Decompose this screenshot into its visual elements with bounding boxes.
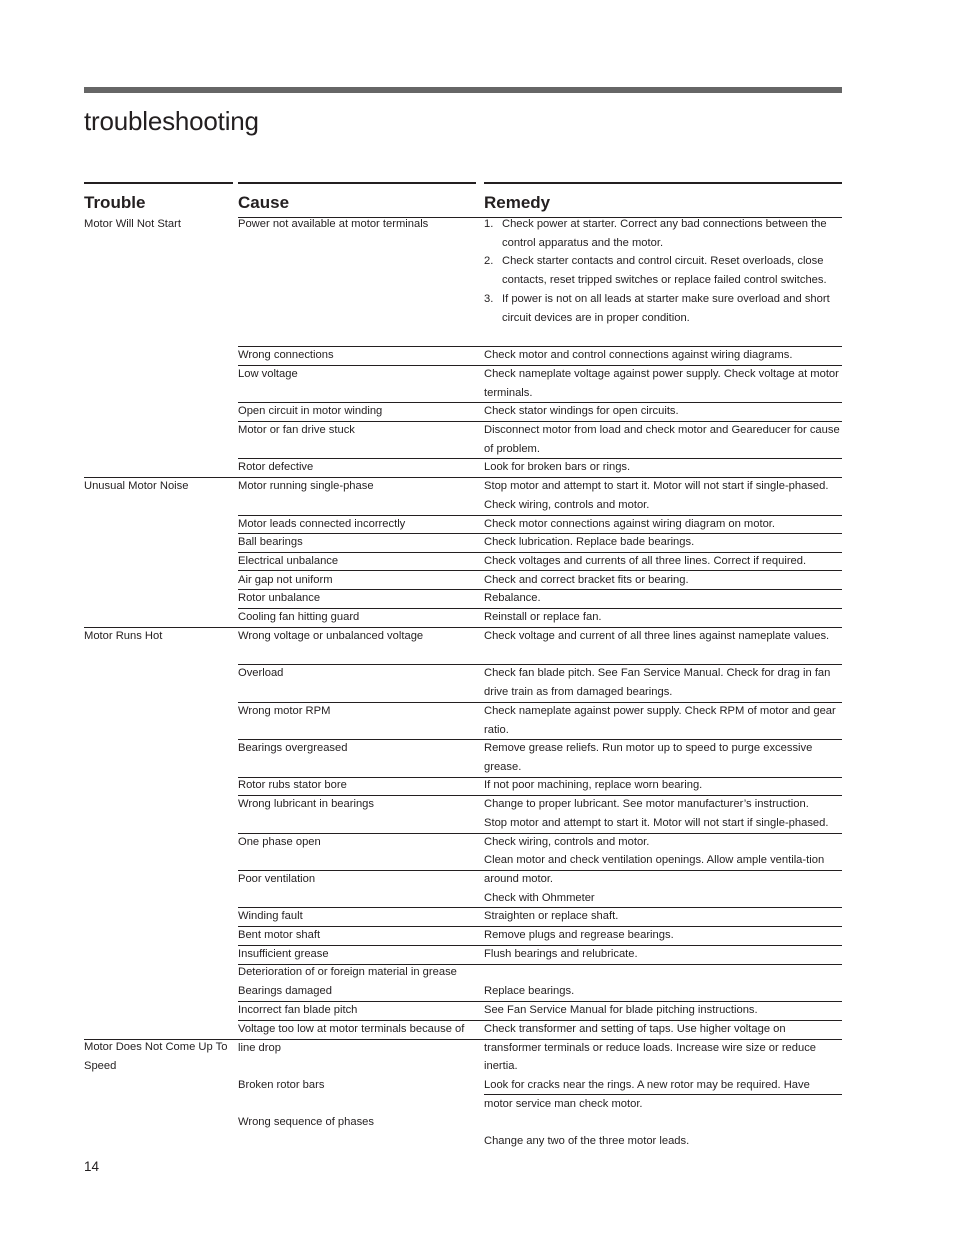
remedy-numbered-list: [484, 215, 840, 327]
remedy-cell: See Fan Service Manual for blade pitching instructions.: [484, 1004, 758, 1016]
cause-cell: Rotor defective: [238, 461, 314, 473]
page-title: troubleshooting: [84, 106, 259, 136]
cause-cell: Bearings overgreased: [238, 742, 348, 754]
remedy-cell: Check motor and control connections against wiring diagrams.: [484, 349, 793, 361]
cause-cell: Motor leads connected incorrectly: [238, 518, 406, 530]
top-rule: [84, 87, 842, 93]
remedy-cell: Check lubrication. Replace bade bearings.: [484, 536, 695, 548]
remedy-cell: Change any two of the three motor leads.: [484, 1135, 690, 1147]
cause-cell: Open circuit in motor winding: [238, 405, 383, 417]
cause-cell: Rotor unbalance: [238, 592, 321, 604]
remedy-cell: Check motor connections against wiring diagram on motor.: [484, 518, 776, 530]
cause-cell: Insufficient grease: [238, 948, 329, 960]
header-rule-trouble: [84, 182, 233, 184]
trouble-cell: Motor Runs Hot: [84, 630, 163, 642]
list-number: 1.: [484, 218, 494, 230]
cause-cell: Wrong voltage or unbalanced voltage: [238, 630, 424, 642]
remedy-cell: Check voltages and currents of all three lines. Correct if required.: [484, 555, 807, 567]
remedy-cell: Stop motor and attempt to start it. Motor will not start if single-phased. Check wiring, controls and motor.: [484, 480, 829, 511]
remedy-cell: Replace bearings.: [484, 985, 575, 997]
cause-cell: Wrong motor RPM: [238, 705, 331, 717]
remedy-cell: Change to proper lubricant. See motor manufacturer’s instruction.: [484, 798, 809, 810]
trouble-cell: Motor Will Not Start: [84, 218, 181, 230]
cause-cell: Winding fault: [238, 910, 303, 922]
cause-cell: Low voltage: [238, 368, 298, 380]
list-item-text: If power is not on all leads at starter make sure overload and short circuit devices are in proper condition.: [502, 292, 830, 324]
header-rule-remedy: [484, 182, 842, 184]
remedy-cell: Flush bearings and relubricate.: [484, 948, 638, 960]
list-number: 2.: [484, 255, 494, 268]
remedy-cell: Reinstall or replace fan.: [484, 611, 602, 623]
cause-cell: Wrong lubricant in bearings: [238, 798, 374, 810]
cause-column-header: Cause: [238, 193, 290, 212]
cause-cell: Wrong connections: [238, 349, 334, 361]
remedy-cell: Rebalance.: [484, 592, 541, 604]
cause-cell: Overload: [238, 667, 284, 679]
cause-cell: Voltage too low at motor terminals because of line drop: [238, 1023, 465, 1054]
remedy-cell: Straighten or replace shaft.: [484, 910, 619, 922]
remedy-cell: Check transformer and setting of taps. Use higher voltage on transformer terminals or reduce loads. Increase wire size or reduce inertia.: [484, 1023, 817, 1073]
cause-cell: Rotor rubs stator bore: [238, 779, 347, 791]
cause-cell: Wrong sequence of phases: [238, 1116, 374, 1128]
cause-cell: Incorrect fan blade pitch: [238, 1004, 358, 1016]
cause-cell: Electrical unbalance: [238, 555, 339, 567]
list-number: 3.: [484, 292, 494, 305]
remedy-cell: Check nameplate against power supply. Check RPM of motor and gear ratio.: [484, 705, 836, 736]
cause-cell: Broken rotor bars: [238, 1079, 325, 1091]
trouble-cell: Motor Does Not Come Up To Speed: [84, 1041, 228, 1072]
remedy-cell: Disconnect motor from load and check motor and Geareducer for cause of problem.: [484, 424, 840, 455]
remedy-cell: Look for cracks near the rings. A new rotor may be required. Have motor service man check motor.: [484, 1079, 810, 1110]
cause-cell: Bearings damaged: [238, 985, 332, 997]
trouble-cell: Unusual Motor Noise: [84, 480, 189, 492]
header-rule-cause: [238, 182, 476, 184]
remedy-cell: Check and correct bracket fits or bearing.: [484, 574, 689, 586]
remedy-cell: Remove plugs and regrease bearings.: [484, 929, 674, 941]
cause-cell: Ball bearings: [238, 536, 303, 548]
remedy-cell: Clean motor and check ventilation openings. Allow ample ventila-tion around motor.: [484, 854, 825, 885]
cause-cell: Motor running single-phase: [238, 480, 374, 492]
cause-cell: One phase open: [238, 836, 321, 848]
remedy-cell: If not poor machining, replace worn bearing.: [484, 779, 703, 791]
remedy-cell: Check voltage and current of all three lines against nameplate values.: [484, 630, 830, 642]
cause-cell: Power not available at motor terminals: [238, 218, 429, 230]
list-item-text: Check starter contacts and control circuit. Reset overloads, close contacts, reset tripped switches or replace failed control switches.: [502, 255, 827, 287]
remedy-list-item: [484, 252, 840, 289]
remedy-cell: Stop motor and attempt to start it. Motor will not start if single-phased. Check wiring, controls and motor.: [484, 817, 829, 848]
remedy-list-item: [484, 290, 840, 327]
list-item-text: Check power at starter. Correct any bad connections between the control apparatus and the motor.: [502, 218, 827, 249]
cause-cell: Air gap not uniform: [238, 574, 333, 586]
cause-cell: Bent motor shaft: [238, 929, 321, 941]
cause-cell: Cooling fan hitting guard: [238, 611, 360, 623]
remedy-cell: Check nameplate voltage against power supply. Check voltage at motor terminals.: [484, 368, 839, 399]
trouble-column-header: Trouble: [84, 193, 146, 212]
remedy-list-item: [484, 215, 840, 252]
remedy-column-header: Remedy: [484, 193, 551, 212]
page-number: 14: [84, 1159, 100, 1174]
remedy-cell: Remove grease reliefs. Run motor up to speed to purge excessive grease.: [484, 742, 813, 773]
remedy-cell: Check stator windings for open circuits.: [484, 405, 679, 417]
cause-cell: Motor or fan drive stuck: [238, 424, 355, 436]
cause-cell: Deterioration of or foreign material in grease: [238, 966, 457, 978]
remedy-cell: Look for broken bars or rings.: [484, 461, 631, 473]
remedy-cell: Check fan blade pitch. See Fan Service Manual. Check for drag in fan drive train as from damaged bearings.: [484, 667, 831, 698]
remedy-cell: Check with Ohmmeter: [484, 892, 595, 904]
cause-cell: Poor ventilation: [238, 873, 316, 885]
